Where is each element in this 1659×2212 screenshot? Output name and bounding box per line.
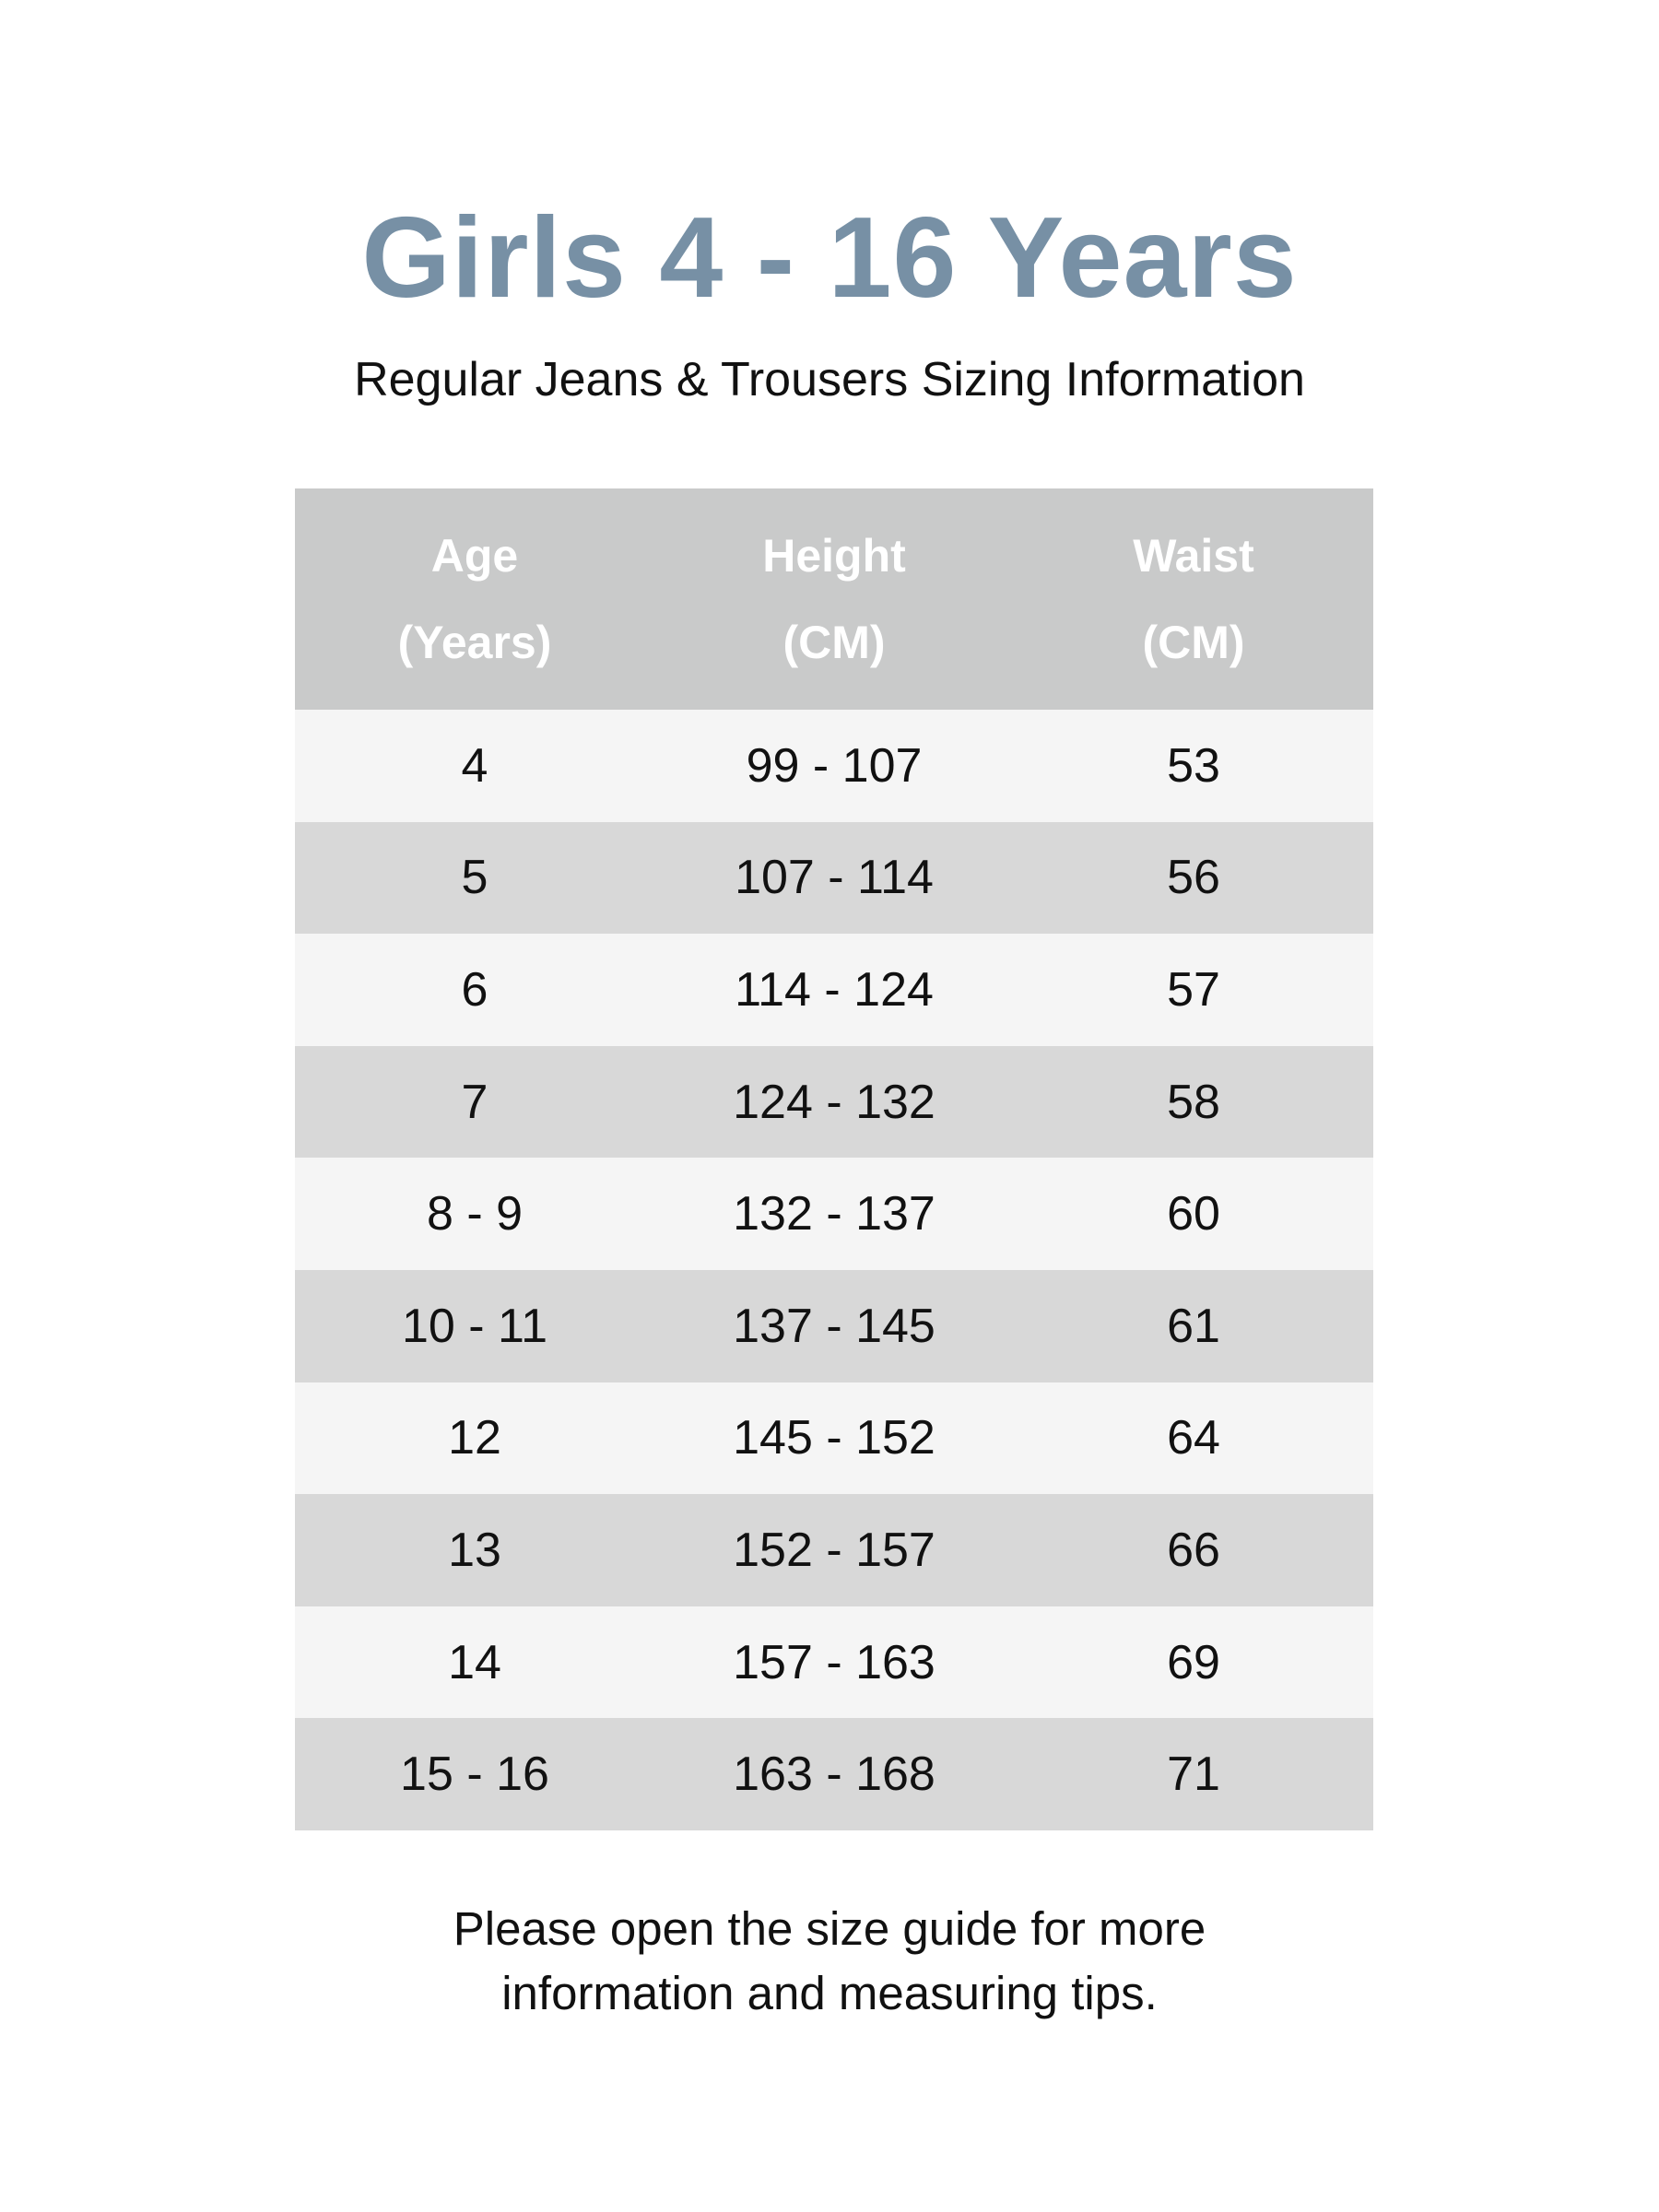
- table-row: [295, 1718, 1373, 1830]
- header-age-label: Age: [430, 530, 519, 582]
- age-cell: 4: [461, 738, 488, 793]
- table-header-row: [295, 488, 1373, 710]
- size-table: [295, 488, 1373, 1830]
- table-row: [295, 822, 1373, 935]
- height-cell: 137 - 145: [733, 1299, 935, 1353]
- height-cell: 157 - 163: [733, 1635, 935, 1689]
- header-age: [295, 488, 654, 710]
- age-cell: 14: [448, 1635, 501, 1689]
- table-row: [295, 1382, 1373, 1495]
- age-cell: 5: [461, 851, 488, 905]
- table-row: [295, 934, 1373, 1046]
- age-cell: 15 - 16: [400, 1747, 549, 1802]
- page-title: Girls 4 - 16 Years: [361, 194, 1298, 322]
- height-cell: 145 - 152: [733, 1411, 935, 1465]
- header-height-unit: (CM): [782, 617, 886, 668]
- age-cell: 13: [448, 1523, 501, 1577]
- waist-cell: 69: [1167, 1635, 1220, 1689]
- age-cell: 12: [448, 1411, 501, 1465]
- footer-line-2: information and measuring tips.: [501, 1967, 1158, 2019]
- waist-cell: 66: [1167, 1523, 1220, 1577]
- table-row: [295, 1046, 1373, 1159]
- footer-line-1: Please open the size guide for more: [453, 1902, 1206, 1955]
- height-cell: 132 - 137: [733, 1187, 935, 1241]
- table-row: [295, 710, 1373, 822]
- height-cell: 124 - 132: [733, 1075, 935, 1129]
- waist-cell: 57: [1167, 962, 1220, 1017]
- header-waist-label: Waist: [1133, 530, 1254, 582]
- waist-cell: 53: [1167, 738, 1220, 793]
- waist-cell: 60: [1167, 1187, 1220, 1241]
- table-row: [295, 1606, 1373, 1719]
- waist-cell: 64: [1167, 1411, 1220, 1465]
- waist-cell: 58: [1167, 1075, 1220, 1129]
- age-cell: 7: [461, 1075, 488, 1129]
- header-height-label: Height: [762, 530, 906, 582]
- waist-cell: 61: [1167, 1299, 1220, 1353]
- table-row: [295, 1270, 1373, 1382]
- header-waist-unit: (CM): [1142, 617, 1245, 668]
- table-row: [295, 1494, 1373, 1606]
- height-cell: 152 - 157: [733, 1523, 935, 1577]
- height-cell: 99 - 107: [746, 738, 923, 793]
- waist-cell: 56: [1167, 851, 1220, 905]
- age-cell: 8 - 9: [426, 1187, 524, 1241]
- age-cell: 6: [461, 962, 488, 1017]
- footer-note: [0, 1897, 1659, 2026]
- height-cell: 107 - 114: [735, 851, 934, 905]
- header-height: [654, 488, 1014, 710]
- waist-cell: 71: [1167, 1747, 1220, 1802]
- table-row: [295, 1158, 1373, 1270]
- height-cell: 163 - 168: [733, 1747, 935, 1802]
- header-age-unit: (Years): [397, 617, 552, 668]
- page-subtitle: Regular Jeans & Trousers Sizing Information: [354, 353, 1305, 406]
- age-cell: 10 - 11: [401, 1299, 548, 1353]
- height-cell: 114 - 124: [735, 962, 934, 1017]
- header-waist: [1014, 488, 1373, 710]
